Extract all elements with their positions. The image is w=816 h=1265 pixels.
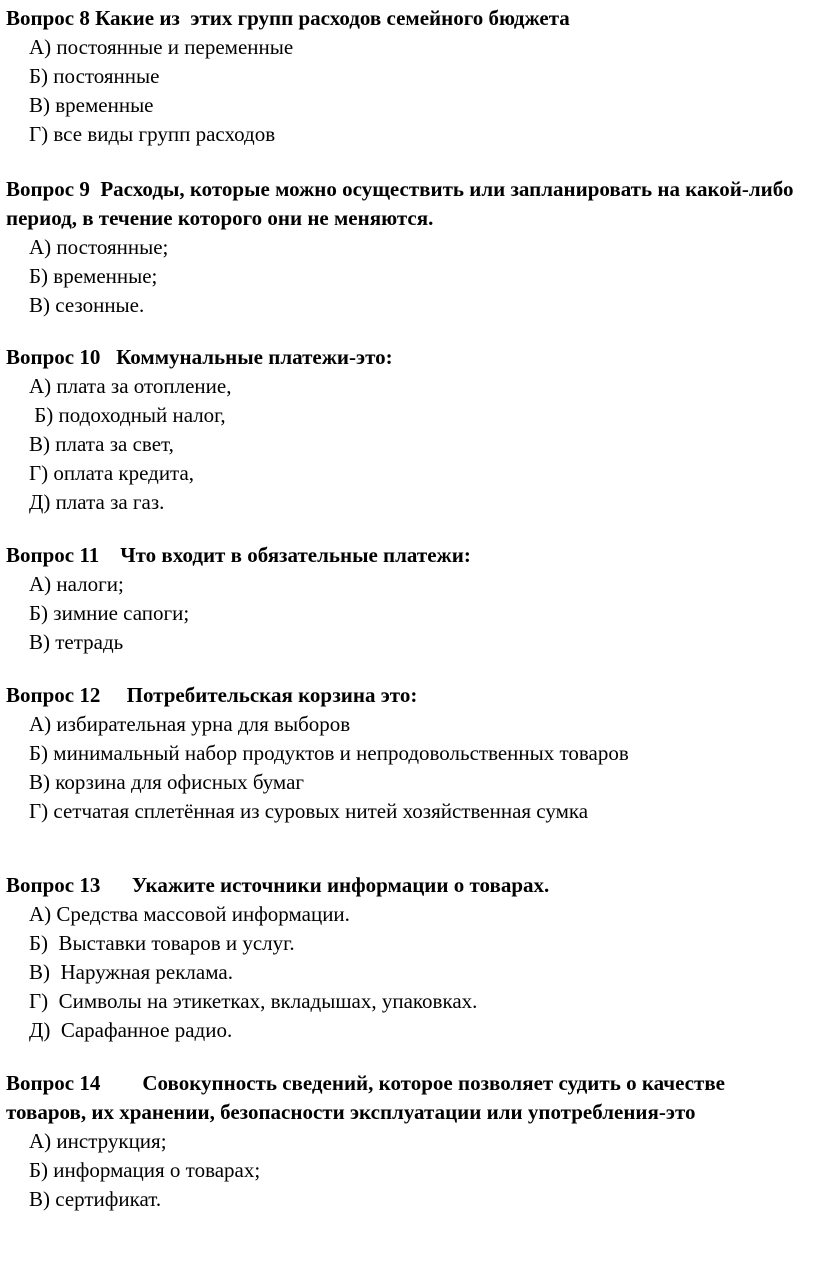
question-8 — [6, 4, 806, 149]
option: А) налоги; — [29, 572, 124, 596]
question-11 — [6, 541, 806, 657]
question-title: Вопрос 13 Укажите источники информации о товарах. — [6, 873, 550, 897]
options-list — [6, 233, 806, 320]
option: Б) временные; — [29, 264, 158, 288]
options-list — [6, 1127, 806, 1214]
option: Б) постоянные — [29, 64, 160, 88]
question-14 — [6, 1069, 806, 1214]
question-9 — [6, 175, 806, 320]
option: В) тетрадь — [29, 630, 124, 654]
question-title: Вопрос 12 Потребительская корзина это: — [6, 683, 418, 707]
question-title: Вопрос 10 Коммунальные платежи-это: — [6, 345, 393, 369]
option: А) постоянные и переменные — [29, 35, 294, 59]
option: А) избирательная урна для выборов — [29, 712, 351, 736]
option: Г) все виды групп расходов — [29, 122, 276, 146]
option: А) постоянные; — [29, 235, 169, 259]
option: В) плата за свет, — [29, 432, 174, 456]
question-title: Вопрос 9 Расходы, которые можно осуществить или запланировать на какой-либо период, в течение которого они не меняются. — [6, 177, 799, 230]
question-title: Вопрос 14 Совокупность сведений, которое позволяет судить о качестве товаров, их хранении, безопасности эксплуатации или употребления-это — [6, 1071, 731, 1124]
option: Б) минимальный набор продуктов и непродовольственных товаров — [29, 741, 629, 765]
option: Б) информация о товарах; — [29, 1158, 261, 1182]
question-title: Вопрос 8 Какие из этих групп расходов семейного бюджета — [6, 6, 570, 30]
option: В) Наружная реклама. — [29, 960, 233, 984]
option: А) плата за отопление, — [29, 374, 232, 398]
question-13 — [6, 871, 806, 1045]
options-list — [6, 900, 806, 1045]
option: Г) Символы на этикетках, вкладышах, упаковках. — [29, 989, 478, 1013]
option: Д) плата за газ. — [29, 490, 165, 514]
option: В) сертификат. — [29, 1187, 162, 1211]
options-list — [6, 372, 806, 517]
option: Б) подоходный налог, — [29, 403, 226, 427]
question-10 — [6, 343, 806, 517]
option: Б) зимние сапоги; — [29, 601, 190, 625]
options-list — [6, 570, 806, 657]
options-list — [6, 710, 806, 826]
options-list — [6, 33, 806, 149]
option: В) корзина для офисных бумаг — [29, 770, 305, 794]
option: Б) Выставки товаров и услуг. — [29, 931, 295, 955]
option: Г) оплата кредита, — [29, 461, 195, 485]
option: Д) Сарафанное радио. — [29, 1018, 233, 1042]
option: В) сезонные. — [29, 293, 145, 317]
option: Г) сетчатая сплетённая из суровых нитей хозяйственная сумка — [29, 799, 589, 823]
option: А) Средства массовой информации. — [29, 902, 350, 926]
option: В) временные — [29, 93, 154, 117]
question-12 — [6, 681, 806, 826]
question-title: Вопрос 11 Что входит в обязательные платежи: — [6, 543, 471, 567]
option: А) инструкция; — [29, 1129, 167, 1153]
